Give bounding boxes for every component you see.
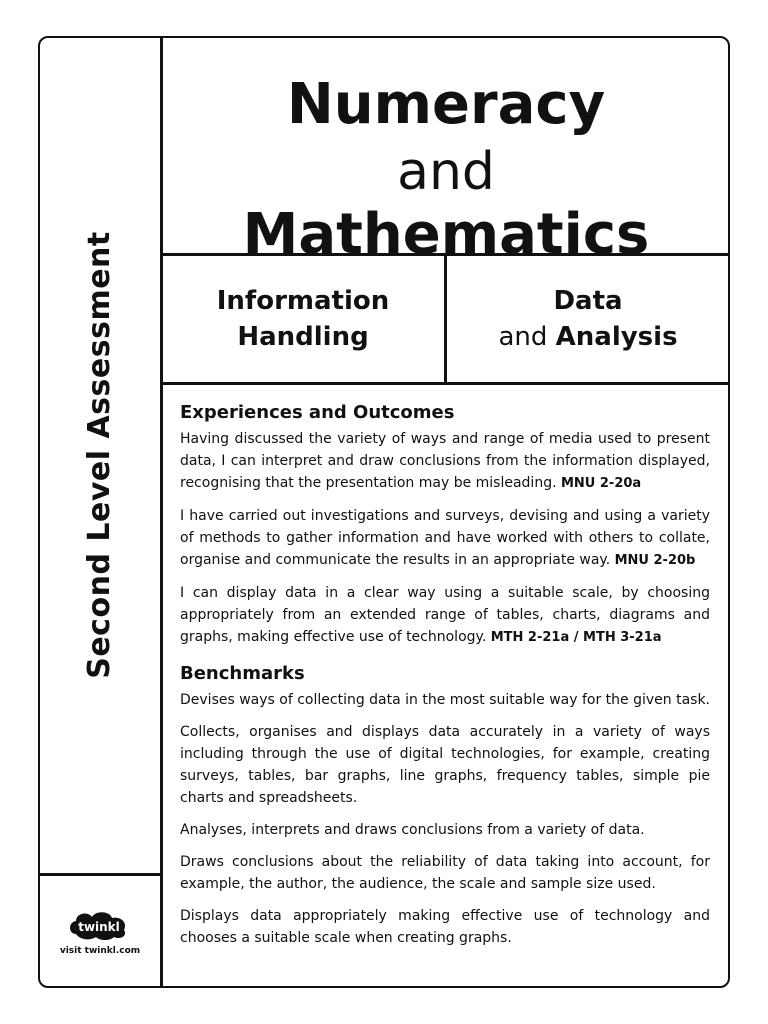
- main-title: [162, 36, 730, 267]
- experience-code: MNU 2-20b: [614, 553, 696, 568]
- organiser-line-2: Handling: [237, 322, 369, 352]
- benchmark-item: Draws conclusions about the reliability of data taking into account, for example, the author, the audience, the scale and sample size used.: [180, 854, 710, 892]
- benchmark-item: Devises ways of collecting data in the most suitable way for the given task.: [180, 692, 710, 708]
- topic-analysis: Analysis: [555, 322, 678, 352]
- logo-text: twinkl: [78, 920, 120, 934]
- experience-item: [180, 582, 710, 649]
- topic-and: and: [498, 322, 548, 352]
- content-area: [180, 398, 710, 959]
- experience-text: I can display data in a clear way using a suitable scale, by choosing appropriately from an extended range of tables, charts, diagrams and graphs, making effective use of technology.: [180, 585, 710, 645]
- topic-line-1: Data: [553, 286, 623, 316]
- benchmarks-heading: Benchmarks: [180, 663, 305, 684]
- title-line-and: and: [397, 142, 495, 202]
- title-line-mathematics: Mathematics: [242, 202, 650, 267]
- experience-text: Having discussed the variety of ways and range of media used to present data, I can interpret and draw conclusions from the information displayed, recognising that the presentation may be misleading.: [180, 431, 710, 491]
- experience-code: MNU 2-20a: [560, 476, 642, 491]
- benchmark-item: Displays data appropriately making effective use of technology and chooses a suitable scale when creating graphs.: [180, 908, 710, 946]
- organiser-line-1: Information: [216, 286, 390, 316]
- subheader-topic: [446, 255, 730, 382]
- title-line-numeracy: Numeracy: [286, 72, 606, 137]
- experience-item: [180, 505, 710, 572]
- experience-item: [180, 428, 710, 495]
- topic-line-2: [446, 319, 730, 355]
- benchmark-item: Analyses, interprets and draws conclusions from a variety of data.: [180, 822, 645, 838]
- experience-text: I have carried out investigations and surveys, devising and using a variety of methods to gather information and have worked with others to collate, organise and communicate the results in an appropriate way.: [180, 508, 710, 568]
- twinkl-logo-icon: [66, 908, 132, 942]
- sidebar-logo-divider: [38, 873, 162, 876]
- logo-url[interactable]: visit twinkl.com: [59, 946, 141, 956]
- experience-code: MTH 2-21a / MTH 3-21a: [490, 630, 662, 645]
- benchmark-item: Collects, organises and displays data accurately in a variety of ways including through the use of digital technologies, for example, creating surveys, tables, bar graphs, line graphs, frequency tables, simple pie charts and spreadsheets.: [180, 724, 710, 806]
- subheader-organiser: [162, 255, 444, 382]
- sidebar-title: Second Level Assessment: [82, 231, 117, 679]
- experiences-heading: Experiences and Outcomes: [180, 402, 455, 423]
